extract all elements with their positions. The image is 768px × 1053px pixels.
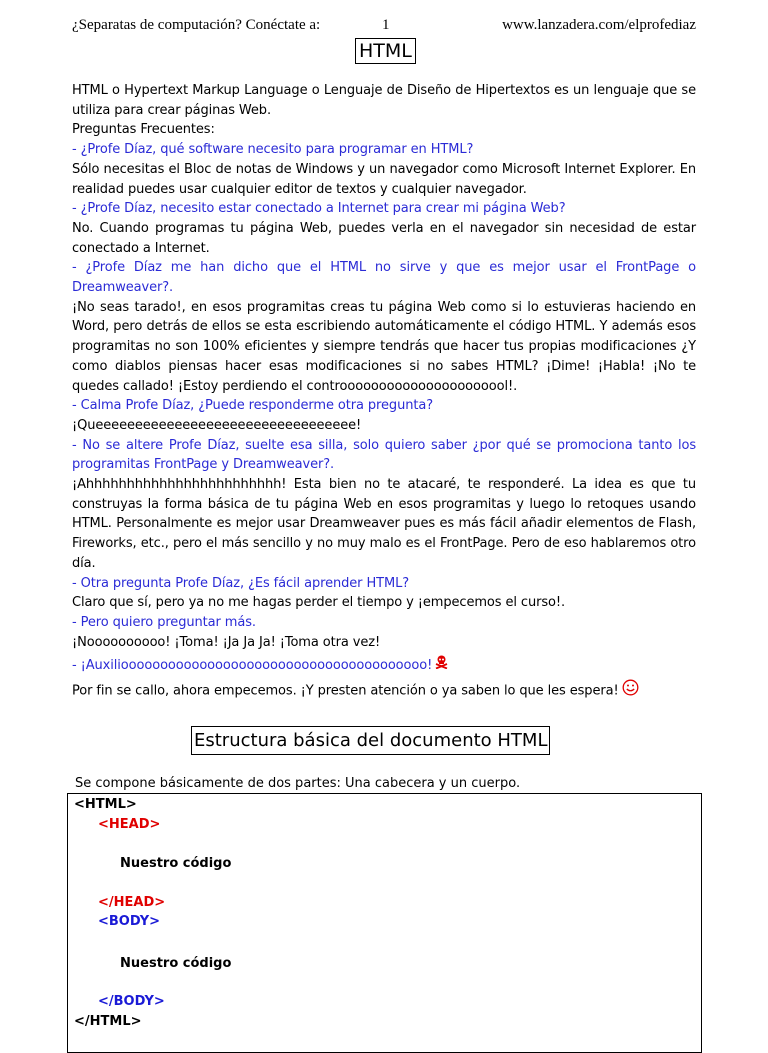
faq-content [72, 81, 696, 706]
help-shout-line [72, 655, 696, 676]
answer-paragraph: ¡Ahhhhhhhhhhhhhhhhhhhhhhhh! Esta bien no te atacaré, te responderé. La idea es que tu construyas la forma básica de tu página Web en esos programitas y luego lo retoques usando HTML. Personalmente es mejor usar Dreamweaver pues es más fácil añadir elementos de Flash, Fireworks, etc., pero el más sencillo y no muy malo es el FrontPage. Pero de eso hablaremos otro día. [72, 477, 696, 571]
closing-text: Por fin se callo, ahora empecemos. ¡Y presten atención o ya saben lo que les espera! [72, 683, 619, 699]
page-number: 1 [382, 17, 390, 33]
section-intro: Se compone básicamente de dos partes: Una cabecera y un cuerpo. [75, 776, 521, 791]
section-title: Estructura básica del documento HTML [191, 726, 550, 755]
code-html-open: <HTML> [74, 797, 137, 812]
document-title: HTML [355, 38, 416, 64]
question-paragraph: - Otra pregunta Profe Díaz, ¿Es fácil aprender HTML? [72, 575, 410, 591]
code-body-content: Nuestro código [120, 956, 232, 971]
question-paragraph: - ¿Profe Díaz, qué software necesito para programar en HTML? [72, 142, 474, 158]
answer-paragraph: ¡Queeeeeeeeeeeeeeeeeeeeeeeeeeeeeeeee! [72, 417, 362, 433]
question-paragraph: - No se altere Profe Díaz, suelte esa silla, solo quiero saber ¿por qué se promociona tanto los programitas FrontPage y Dreamweaver?. [72, 437, 696, 473]
answer-paragraph: No. Cuando programas tu página Web, puedes verla en el navegador sin necesidad de estar conectado a Internet. [72, 220, 696, 256]
page-header [72, 17, 696, 37]
code-html-close: </HTML> [74, 1014, 142, 1029]
code-head-open: <HEAD> [98, 817, 161, 832]
paragraph-list [72, 81, 696, 652]
help-shout-text: - ¡Auxiliooooooooooooooooooooooooooooooooooooooo! [72, 658, 433, 674]
code-head-content: Nuestro código [120, 856, 232, 871]
answer-paragraph: ¡Noooooooooo! ¡Toma! ¡Ja Ja Ja! ¡Toma otra vez! [72, 634, 381, 650]
code-example-box [67, 793, 702, 1053]
closing-line [72, 679, 696, 703]
skull-icon [435, 655, 448, 676]
answer-paragraph: HTML o Hypertext Markup Language o Lenguaje de Diseño de Hipertextos es un lenguaje que se utiliza para crear páginas Web. [72, 83, 696, 118]
smiley-icon [622, 679, 639, 703]
question-paragraph: - Calma Profe Díaz, ¿Puede responderme otra pregunta? [72, 398, 434, 414]
answer-paragraph: Preguntas Frecuentes: [72, 122, 215, 138]
question-paragraph: - ¿Profe Díaz me han dicho que el HTML no sirve y que es mejor usar el FrontPage o Dreamweaver?. [72, 260, 696, 296]
header-left-text: ¿Separatas de computación? Conéctate a: [72, 17, 321, 33]
code-head-close: </HEAD> [98, 895, 166, 910]
code-body-close: </BODY> [98, 994, 165, 1009]
code-body-open: <BODY> [98, 914, 161, 929]
answer-paragraph: Sólo necesitas el Bloc de notas de Windows y un navegador como Microsoft Internet Explorer. En realidad puedes usar cualquier editor de textos y cualquier navegador. [72, 161, 696, 197]
header-website: www.lanzadera.com/elprofediaz [502, 17, 696, 33]
question-paragraph: - Pero quiero preguntar más. [72, 614, 256, 630]
answer-paragraph: Claro que sí, pero ya no me hagas perder el tiempo y ¡empecemos el curso!. [72, 595, 566, 611]
answer-paragraph: ¡No seas tarado!, en esos programitas creas tu página Web como si lo estuvieras haciendo en Word, pero detrás de ellos se esta escribiendo automáticamente el código HTML. Y además esos programitas no son 100% eficientes y siempre tendrás que hacer tus propias modificaciones ¿Y como diablos piensas hacer esas modificaciones si no sabes HTML? ¡Dime! ¡Habla! ¡No te quedes callado! ¡Estoy perdiendo el controooooooooooooooooooool!. [72, 299, 696, 394]
question-paragraph: - ¿Profe Díaz, necesito estar conectado a Internet para crear mi página Web? [72, 201, 566, 217]
